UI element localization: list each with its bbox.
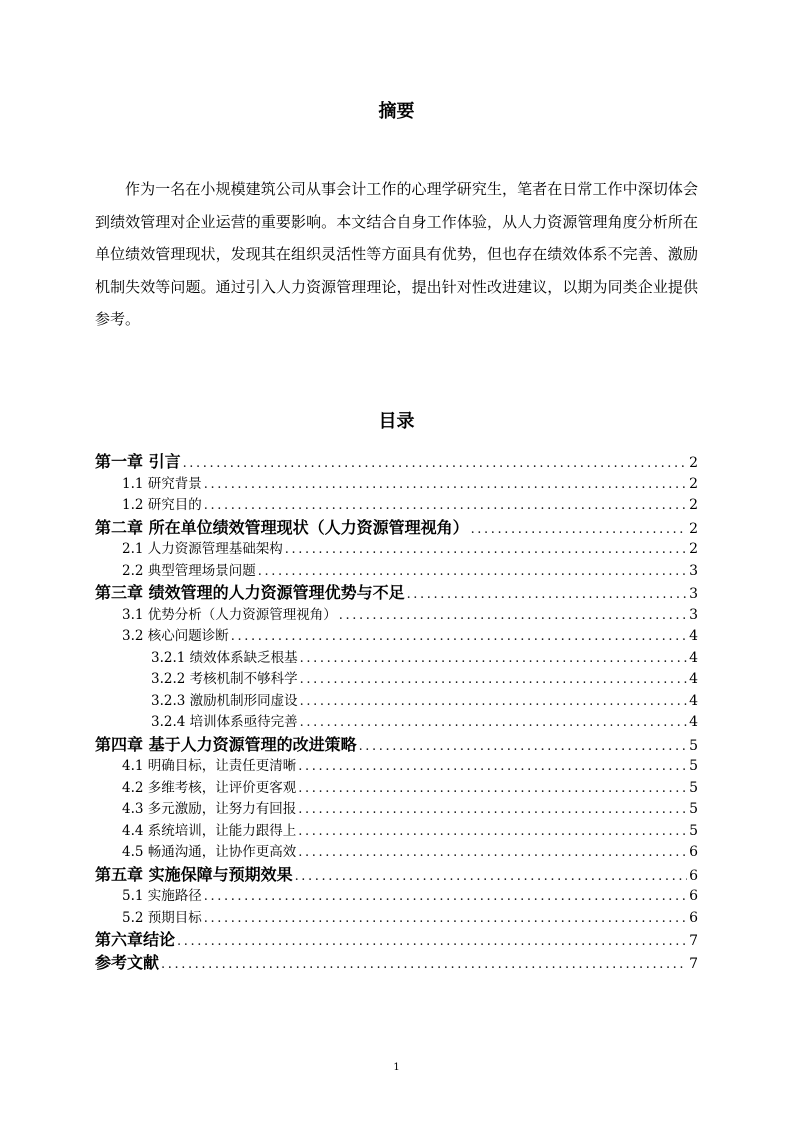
toc-entry[interactable] <box>95 864 698 887</box>
toc-dot-leader <box>295 866 687 887</box>
toc-entry-page: 3 <box>689 586 698 602</box>
toc-entry-page: 4 <box>689 649 698 666</box>
toc-entry-label: 4.2 多维考核，让评价更客观 <box>122 779 297 796</box>
toc-dot-leader <box>339 605 687 627</box>
toc-entry-label: 3.1 优势分析（人力资源管理视角） <box>122 606 337 623</box>
toc-entry-page: 2 <box>689 455 698 471</box>
toc-entry-label: 5.2 预期目标 <box>122 909 202 926</box>
toc-entry-page: 2 <box>689 497 698 513</box>
toc-entry[interactable] <box>95 929 698 952</box>
table-of-contents <box>95 451 698 974</box>
toc-entry[interactable] <box>95 821 698 843</box>
toc-dot-leader <box>471 519 687 540</box>
toc-entry-label: 第二章 所在单位绩效管理现状（人力资源管理视角） <box>95 517 469 537</box>
toc-dot-leader <box>204 908 687 930</box>
toc-entry[interactable] <box>95 842 698 864</box>
toc-dot-leader <box>204 495 687 517</box>
toc-entry-page: 5 <box>689 801 698 817</box>
toc-dot-leader <box>298 821 687 843</box>
toc-dot-leader <box>177 931 687 952</box>
toc-dot-leader <box>359 736 687 757</box>
toc-entry-page: 6 <box>689 909 698 926</box>
toc-entry-label: 第四章 基于人力资源管理的改进策略 <box>95 734 357 754</box>
toc-entry[interactable] <box>95 474 698 496</box>
toc-entry-label: 4.5 畅通沟通，让协作更高效 <box>122 844 297 860</box>
toc-dot-leader <box>183 453 687 474</box>
toc-entry-label: 3.2 核心问题诊断 <box>122 628 229 644</box>
toc-entry-label: 3.2.2 考核机制不够科学 <box>151 671 298 687</box>
toc-entry-page: 2 <box>689 520 698 537</box>
toc-entry[interactable] <box>95 495 698 517</box>
toc-entry-page: 3 <box>689 562 698 579</box>
toc-dot-leader <box>231 626 687 648</box>
toc-entry[interactable] <box>95 605 698 627</box>
toc-entry-page: 3 <box>689 606 698 623</box>
toc-entry-label: 第三章 绩效管理的人力资源管理优势与不足 <box>95 583 405 602</box>
toc-entry[interactable] <box>95 952 698 975</box>
toc-dot-leader <box>300 712 687 734</box>
toc-entry-page: 5 <box>689 822 698 839</box>
toc-dot-leader <box>204 886 687 908</box>
toc-dot-leader <box>161 954 687 975</box>
toc-entry-label: 第六章结论 <box>95 930 176 949</box>
toc-entry-page: 5 <box>689 779 698 796</box>
toc-entry-page: 4 <box>689 671 698 687</box>
toc-entry-page: 4 <box>689 628 698 644</box>
toc-entry-page: 5 <box>689 737 698 754</box>
toc-entry[interactable] <box>95 712 698 734</box>
toc-dot-leader <box>298 842 687 864</box>
toc-dot-leader <box>204 474 687 496</box>
toc-entry-page: 6 <box>689 844 698 860</box>
abstract-title: 摘要 <box>378 101 415 122</box>
toc-entry-label: 2.2 典型管理场景问题 <box>122 562 256 579</box>
toc-entry-page: 5 <box>689 758 698 774</box>
toc-entry[interactable] <box>95 582 698 605</box>
toc-entry[interactable] <box>95 648 698 670</box>
toc-entry[interactable] <box>95 734 698 757</box>
toc-entry[interactable] <box>95 799 698 821</box>
toc-entry-label: 1.1 研究背景 <box>122 475 202 492</box>
toc-entry-page: 4 <box>689 714 698 730</box>
toc-dot-leader <box>300 648 687 670</box>
toc-entry-page: 2 <box>689 475 698 492</box>
toc-entry-page: 6 <box>689 888 698 904</box>
toc-entry-label: 参考文献 <box>95 952 160 972</box>
toc-dot-leader <box>300 691 687 713</box>
toc-dot-leader <box>407 584 687 605</box>
toc-entry-label: 4.3 多元激励，让努力有回报 <box>122 801 297 817</box>
abstract-body: 作为一名在小规模建筑公司从事会计工作的心理学研究生，笔者在日常工作中深切体会到绩效管理对企业运营的重要影响。本文结合自身工作体验，从人力资源管理角度分析所在单位绩效管理现状，发现其在组织灵活性等方面具有优势，但也存在绩效体系不完善、激励机制失效等问题。通过引入人力资源管理理论，提出针对性改进建议，以期为同类企业提供参考。 <box>95 180 698 328</box>
page-number: 1 <box>393 1062 400 1073</box>
toc-dot-leader <box>300 669 687 691</box>
toc-entry-page: 7 <box>689 933 698 949</box>
toc-entry[interactable] <box>95 561 698 583</box>
toc-entry-label: 3.2.3 激励机制形同虚设 <box>151 692 298 709</box>
toc-dot-leader <box>298 778 687 800</box>
toc-entry[interactable] <box>95 756 698 778</box>
toc-entry-label: 5.1 实施路径 <box>122 888 202 904</box>
toc-dot-leader <box>285 539 687 561</box>
toc-entry[interactable] <box>95 539 698 561</box>
toc-dot-leader <box>298 799 687 821</box>
toc-entry-page: 7 <box>689 955 698 972</box>
toc-title: 目录 <box>378 411 415 432</box>
toc-entry-label: 3.2.4 培训体系亟待完善 <box>151 714 298 730</box>
toc-entry[interactable] <box>95 778 698 800</box>
toc-entry[interactable] <box>95 691 698 713</box>
toc-entry-label: 3.2.1 绩效体系缺乏根基 <box>151 649 298 666</box>
toc-entry-label: 1.2 研究目的 <box>122 497 202 513</box>
toc-dot-leader <box>258 561 687 583</box>
toc-entry-label: 4.1 明确目标，让责任更清晰 <box>122 758 297 774</box>
toc-entry[interactable] <box>95 626 698 648</box>
toc-entry[interactable] <box>95 451 698 474</box>
toc-entry-label: 第一章 引言 <box>95 452 181 471</box>
toc-entry[interactable] <box>95 517 698 540</box>
toc-entry[interactable] <box>95 886 698 908</box>
toc-entry-page: 2 <box>689 541 698 557</box>
toc-entry-label: 4.4 系统培训，让能力跟得上 <box>122 822 297 839</box>
toc-entry[interactable] <box>95 669 698 691</box>
toc-dot-leader <box>298 756 687 778</box>
toc-entry-label: 2.1 人力资源管理基础架构 <box>122 541 283 557</box>
toc-entry-label: 第五章 实施保障与预期效果 <box>95 864 293 884</box>
toc-entry-page: 4 <box>689 692 698 709</box>
toc-entry-page: 6 <box>689 867 698 884</box>
toc-entry[interactable] <box>95 908 698 930</box>
